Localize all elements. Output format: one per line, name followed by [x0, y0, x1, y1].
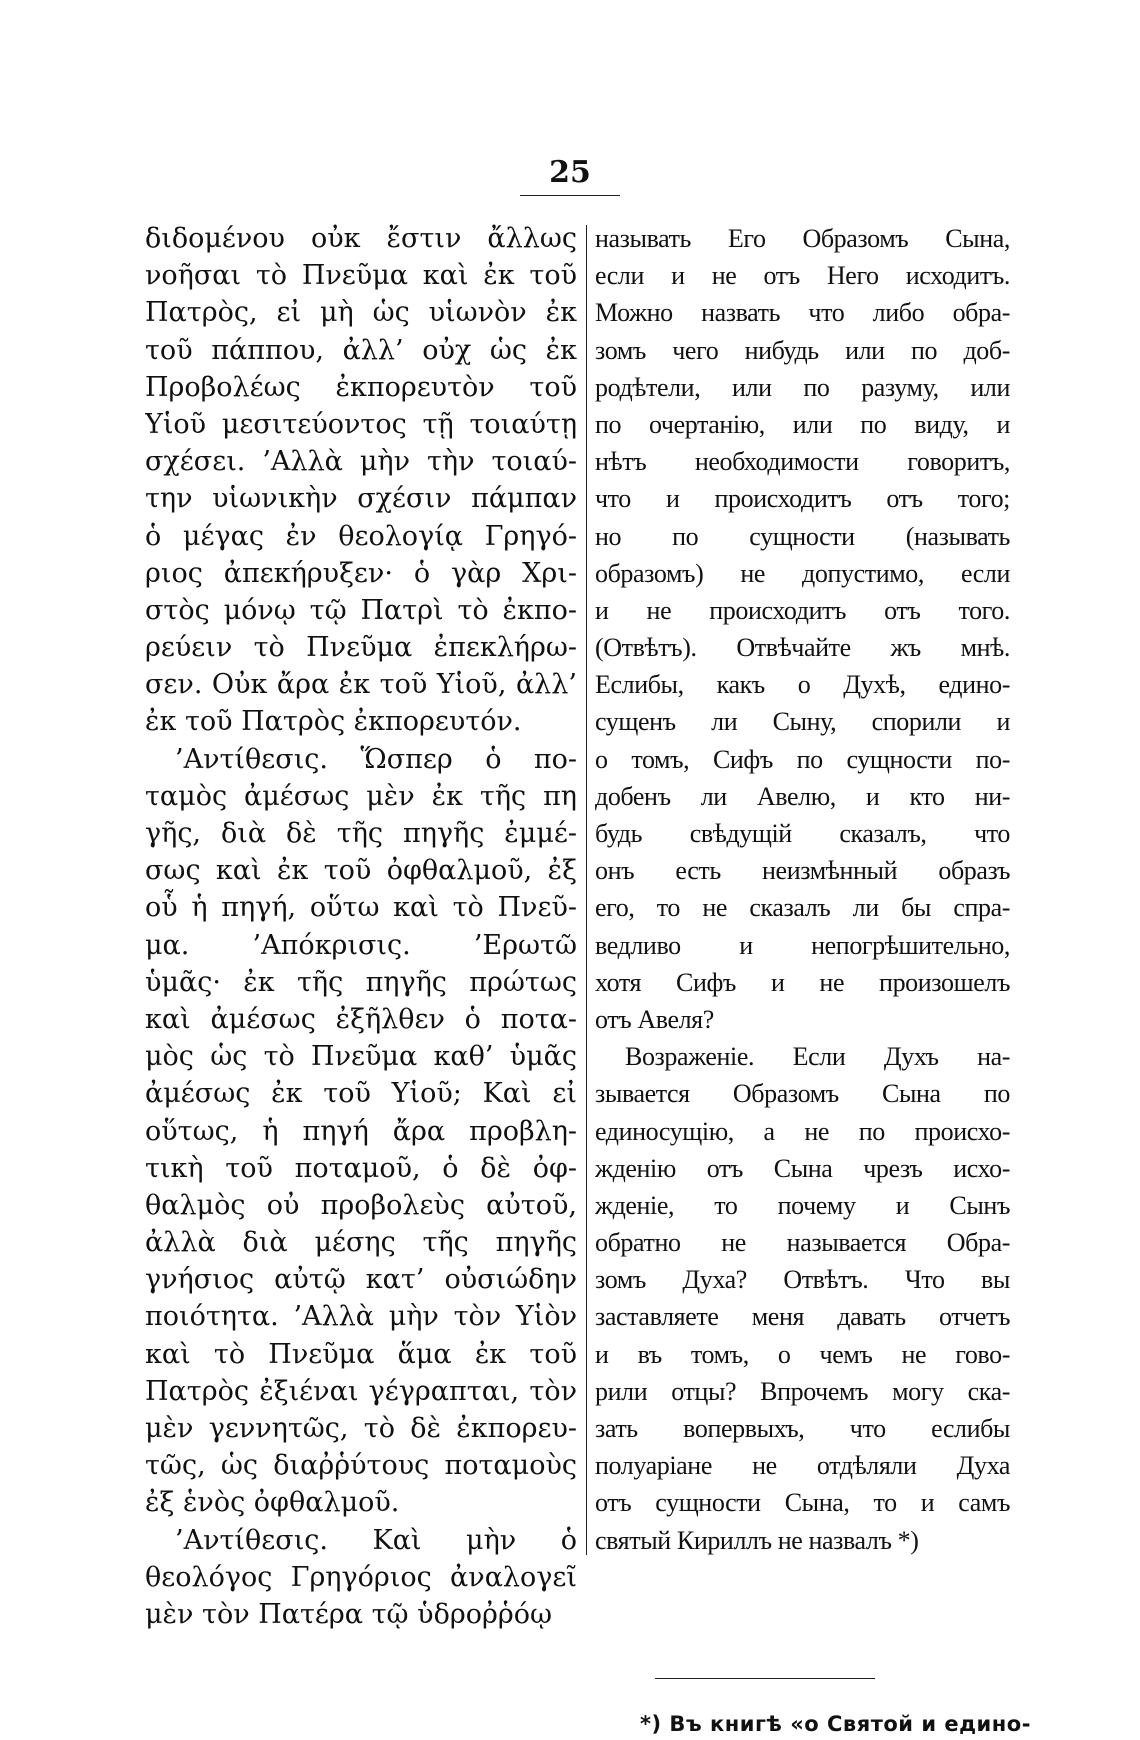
text-line: Возраженіе. Если Духъ на-: [625, 1042, 1010, 1072]
text-line: Πατρὸς ἐξιέναι γέγραπται, τὸν: [145, 1375, 577, 1407]
text-line: будь свѣдущій сказалъ, что: [595, 819, 1010, 848]
text-line: зать вопервыхъ, что еслибы: [595, 1414, 1010, 1443]
text-line: την υἱωνικὴν σχέσιν πάμπαν: [145, 483, 577, 515]
footnote-rule: [655, 1678, 875, 1679]
text-line: Υἱοῦ μεσιτεύοντος τῇ τοιαύτῃ: [145, 408, 577, 440]
text-line: хотя Сифъ и не произошелъ: [595, 967, 1010, 997]
text-line: сущенъ ли Сыну, спорили и: [595, 707, 1010, 737]
text-line: τῶς, ὡς διαῤῥύτους ποταμοὺς: [145, 1450, 577, 1482]
text-line: Можно назвать что либо обра-: [595, 298, 1010, 328]
text-line: его, то не сказалъ ли бы спра-: [595, 893, 1010, 923]
text-line: νοῆσαι τὸ Πνεῦμα καὶ ἐκ τοῦ: [145, 260, 577, 292]
text-line: οὗ ἡ πηγή, οὕτω καὶ τὸ Πνεῦ-: [145, 892, 577, 924]
text-line: τικὴ τοῦ ποταμοῦ, ὁ δὲ ὀφ-: [145, 1152, 577, 1184]
text-line: образомъ) не допустимо, если: [595, 558, 1010, 588]
footnote: *) Въ книгѣ «о Святой и едино-: [640, 1712, 1031, 1736]
text-line: ἐκ τοῦ Πατρὸς ἐκπορευτόν.: [145, 706, 522, 738]
text-line: μὲν τὸν Πατέρα τῷ ὑδροῤῥόῳ: [145, 1598, 552, 1630]
text-line: онъ есть неизмѣнный образъ: [595, 856, 1010, 886]
text-line: ’Αντίθεσις. Ὥσπερ ὁ πο-: [175, 743, 577, 775]
text-line: и въ томъ, о чемъ не гово-: [595, 1339, 1010, 1369]
text-line: ὑμᾶς· ἐκ τῆς πηγῆς πρώτως: [145, 966, 577, 998]
text-line: μα. ’Απόκρισις. ’Ερωτῶ: [145, 929, 577, 961]
text-line: μὲν γεννητῶς, τὸ δὲ ἐκπορευ-: [145, 1413, 577, 1444]
text-line: στὸς μόνῳ τῷ Πατρὶ τὸ ἐκπο-: [145, 594, 577, 626]
text-line: заставляете меня давать отчетъ: [595, 1302, 1010, 1332]
text-line: жденію отъ Сына чрезъ исхо-: [595, 1153, 1010, 1183]
text-line: ἀλλὰ διὰ μέσης τῆς πηγῆς: [145, 1227, 577, 1259]
text-line: святый Кириллъ не назвалъ *): [595, 1525, 919, 1555]
text-line: единосущію, а не по происхо-: [595, 1116, 1010, 1146]
column-divider: [586, 225, 587, 1555]
text-line: родѣтели, или по разуму, или: [595, 372, 1010, 402]
text-line: по очертанію, или по виду, и: [595, 409, 1010, 439]
russian-text-column: [595, 220, 1010, 1559]
text-line: что и происходитъ отъ того;: [595, 484, 1010, 514]
text-line: зомъ чего нибудь или по доб-: [595, 335, 1010, 365]
text-line: добенъ ли Авелю, и кто ни-: [595, 781, 1010, 811]
text-line: σεν. Οὐκ ἄρα ἐκ τοῦ Υἱοῦ, ἀλλ’: [145, 669, 577, 701]
text-line: зомъ Духа? Отвѣтъ. Что вы: [595, 1265, 1010, 1295]
text-line: но по сущности (называть: [595, 521, 1010, 551]
text-line: (Отвѣтъ). Отвѣчайте жъ мнѣ.: [595, 633, 1010, 663]
text-line: обратно не называется Обра-: [595, 1228, 1010, 1258]
text-line: Προβολέως ἐκπορευτὸν τοῦ: [145, 371, 577, 403]
text-line: οὕτως, ἡ πηγή ἄρα προβλη-: [145, 1115, 577, 1147]
text-line: нѣтъ необходимости говоритъ,: [595, 447, 1010, 477]
text-line: ποιότητα. ’Αλλὰ μὴν τὸν Υἱὸν: [145, 1301, 577, 1333]
text-line: καὶ ἀμέσως ἐξῆλθεν ὁ ποτα-: [145, 1003, 577, 1035]
text-line: жденіе, то почему и Сынъ: [595, 1190, 1010, 1220]
text-line: θεολόγος Γρηγόριος ἀναλογεῖ: [145, 1561, 577, 1593]
greek-text-column: [145, 220, 577, 1633]
text-line: σχέσει. ’Αλλὰ μὴν τὴν τοιαύ-: [145, 446, 577, 478]
text-line: ведливо и непогрѣшительно,: [595, 930, 1010, 960]
text-line: ἐξ ἑνὸς ὀφθαλμοῦ.: [145, 1487, 400, 1519]
text-line: ριος ἀπεκήρυξεν· ὁ γὰρ Χρι-: [145, 557, 577, 589]
text-line: διδομένου οὐκ ἔστιν ἄλλως: [145, 223, 577, 254]
text-line: зывается Образомъ Сына по: [595, 1079, 1010, 1109]
text-line: называть Его Образомъ Сына,: [595, 224, 1010, 253]
text-line: рили отцы? Впрочемъ могу ска-: [595, 1376, 1010, 1406]
text-line: отъ сущности Сына, то и самъ: [595, 1488, 1010, 1518]
text-line: ἀμέσως ἐκ τοῦ Υἱοῦ; Καὶ εἰ: [145, 1078, 577, 1110]
text-line: если и не отъ Него исходитъ.: [595, 261, 1010, 291]
text-line: ταμὸς ἀμέσως μὲν ἐκ τῆς πη: [145, 780, 577, 812]
page-number: 25: [549, 155, 591, 190]
text-line: отъ Авеля?: [595, 1004, 714, 1034]
text-line: ρεύειν τὸ Πνεῦμα ἐπεκλήρω-: [145, 632, 577, 664]
text-line: полуаріане не отдѣляли Духа: [595, 1451, 1010, 1481]
text-line: Πατρὸς, εἰ μὴ ὡς υἱωνὸν ἐκ: [145, 297, 577, 329]
text-line: τοῦ πάππου, ἀλλ’ οὐχ ὡς ἐκ: [145, 334, 577, 366]
text-line: о томъ, Сифъ по сущности по-: [595, 744, 1010, 774]
text-line: и не происходитъ отъ того.: [595, 595, 1010, 625]
text-line: ’Αντίθεσις. Καὶ μὴν ὁ: [175, 1524, 577, 1556]
text-line: γῆς, διὰ δὲ τῆς πηγῆς ἐμμέ-: [145, 818, 577, 849]
text-line: θαλμὸς οὐ προβολεὺς αὐτοῦ,: [145, 1189, 577, 1221]
text-line: καὶ τὸ Πνεῦμα ἅμα ἐκ τοῦ: [145, 1338, 577, 1370]
text-line: γνήσιος αὐτῷ κατ’ οὐσιώδην: [145, 1264, 577, 1296]
text-line: Еслибы, какъ о Духѣ, едино-: [595, 670, 1010, 700]
text-line: σως καὶ ἐκ τοῦ ὀφθαλμοῦ, ἐξ: [145, 855, 577, 887]
text-line: μὸς ὡς τὸ Πνεῦμα καθ’ ὑμᾶς: [145, 1041, 577, 1073]
page-number-rule: [520, 195, 620, 196]
text-line: ὁ μέγας ἐν θεολογίᾳ Γρηγό-: [145, 520, 577, 552]
